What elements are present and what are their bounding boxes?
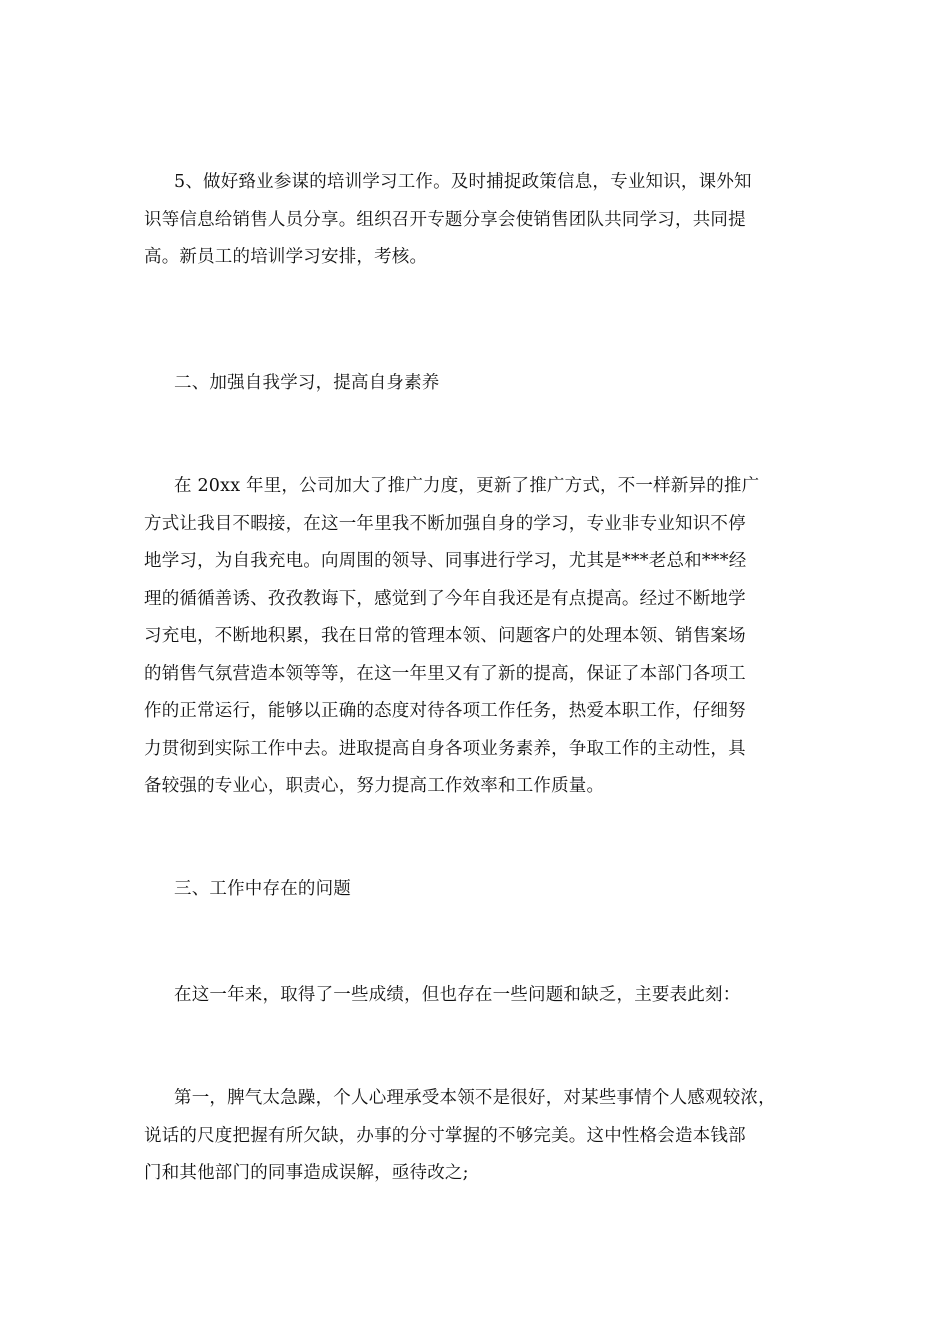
text-line: 力贯彻到实际工作中去。进取提高自身各项业务素养，争取工作的主动性，具 [144, 738, 746, 759]
text-line: 说话的尺度把握有所欠缺，办事的分寸掌握的不够完美。这中性格会造本钱部 [144, 1125, 746, 1146]
paragraph-self-learning [144, 468, 814, 806]
section-heading: 三、工作中存在的问题 [174, 879, 351, 899]
text-line: 门和其他部门的同事造成误解，亟待改之; [144, 1163, 469, 1183]
section-heading: 二、加强自我学习，提高自身素养 [174, 373, 440, 393]
text-line: 作的正常运行，能够以正确的态度对待各项工作任务，热爱本职工作，仔细努 [144, 701, 746, 721]
heading-problems [144, 871, 814, 909]
paragraph-first-problem [144, 1080, 814, 1193]
text-line: 第一，脾气太急躁，个人心理承受本领不是很好，对某些事情个人感观较浓， [174, 1088, 776, 1108]
heading-self-learning [144, 365, 814, 403]
text-line: 在这一年来，取得了一些成绩，但也存在一些问题和缺乏，主要表此刻： [174, 985, 741, 1005]
text-line: 习充电，不断地积累，我在日常的管理本领、问题客户的处理本领、销售案场 [144, 626, 746, 646]
text-line: 备较强的专业心，职责心，努力提高工作效率和工作质量。 [144, 776, 605, 796]
paragraph-problems-intro [144, 977, 814, 1015]
text-line: 理的循循善诱、孜孜教诲下，感觉到了今年自我还是有点提高。经过不断地学 [144, 588, 746, 609]
text-line: 识等信息给销售人员分享。组织召开专题分享会使销售团队共同学习，共同提 [144, 209, 746, 230]
paragraph-training-work [144, 164, 814, 277]
text-line: 在 20xx 年里，公司加大了推广力度，更新了推广方式，不一样新异的推广 [174, 476, 760, 496]
text-line: 高。新员工的培训学习安排，考核。 [144, 247, 428, 267]
text-line: 地学习，为自我充电。向周围的领导、同事进行学习，尤其是***老总和***经 [144, 551, 747, 571]
text-line: 方式让我目不暇接，在这一年里我不断加强自身的学习，专业非专业知识不停 [144, 513, 746, 534]
text-line: 的销售气氛营造本领等等，在这一年里又有了新的提高，保证了本部门各项工 [144, 663, 746, 684]
text-line: 5、做好臵业参谋的培训学习工作。及时捕捉政策信息，专业知识，课外知 [174, 172, 752, 192]
